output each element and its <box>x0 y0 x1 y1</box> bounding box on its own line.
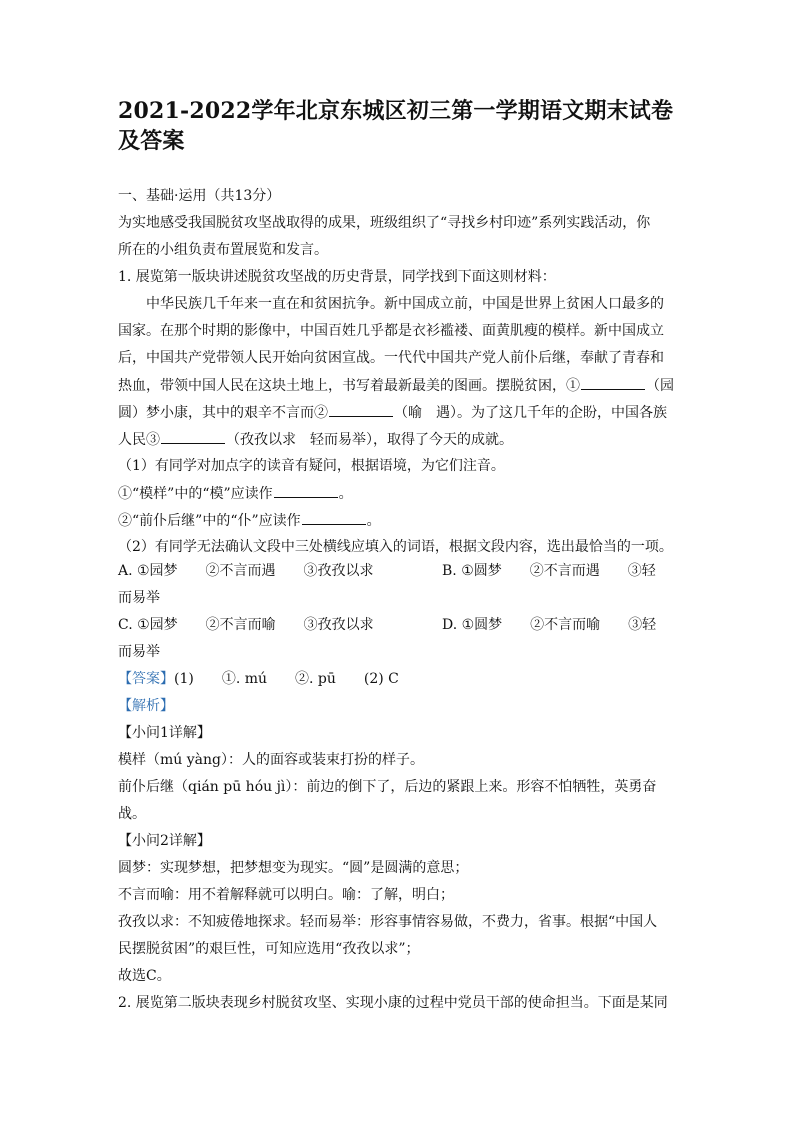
explanation-1: 圆梦：实现梦想，把梦想变为现实。“圆”是圆满的意思； <box>118 860 469 876</box>
question-2-stem: 2. 展览第二版块表现乡村脱贫攻坚、实现小康的过程中党员干部的使命担当。下面是某同 <box>118 995 668 1011</box>
blank-4 <box>274 483 338 498</box>
blank-2 <box>329 402 393 417</box>
document-title: 2021-2022学年北京东城区初三第一学期语文期末试卷及答案 <box>118 98 674 154</box>
answer-tag: 【答案】 <box>118 671 174 687</box>
answer-line <box>118 669 399 689</box>
explanation-4: 故选C。 <box>118 968 171 984</box>
analysis-tag: 【解析】 <box>118 698 174 714</box>
passage-line-2: 国家。在那个时期的影像中，中国百姓几乎都是衣衫褴褛、面黄肌瘦的模样。新中国成立 <box>118 323 664 339</box>
passage-text: （喻 遇）。为了这几千年的企盼，中国各族 <box>394 405 667 421</box>
passage-text: （孜孜以求 轻而易举），取得了今天的成就。 <box>226 432 513 448</box>
period: 。 <box>366 513 381 529</box>
answer-text: (1) ①. mú ②. pū (2) C <box>174 671 399 687</box>
blank-1 <box>581 375 645 390</box>
sub-question-2: （2）有同学无法确认文段中三处横线应填入的词语，根据文段内容，选出最恰当的一项。 <box>118 539 673 555</box>
definition-1: 模样（mú yàng）：人的面容或装束打扮的样子。 <box>118 752 424 768</box>
explanation-3-cont: 民摆脱贫困”的艰巨性，可知应选用“孜孜以求”； <box>118 941 420 957</box>
passage-line-3: 后，中国共产党带领人民开始向贫困宣战。一代代中国共产党人前仆后继，奉献了青春和 <box>118 350 664 366</box>
explanation-2: 不言而喻：用不着解释就可以明白。喻：了解，明白； <box>118 887 454 903</box>
passage-line-5 <box>118 402 667 423</box>
passage-line-4 <box>118 375 674 396</box>
sub-question-1-heading: 【小问1详解】 <box>118 725 211 741</box>
intro-line-2: 所在的小组负责布置展览和发言。 <box>118 242 328 258</box>
blank-5 <box>302 510 366 525</box>
sub-question-text: ①“模样”中的“模”应读作 <box>118 486 273 502</box>
passage-text: 圆）梦小康，其中的艰辛不言而② <box>118 405 328 421</box>
passage-text: 热血，带领中国人民在这块土地上，书写着最新最美的图画。摆脱贫困，① <box>118 378 580 394</box>
passage-text: （园 <box>646 378 674 394</box>
period: 。 <box>338 486 353 502</box>
option-b: B. ①圆梦 ②不言而遇 ③轻 <box>442 563 656 579</box>
passage-line-1: 中华民族几千年来一直在和贫困抗争。新中国成立前，中国是世界上贫困人口最多的 <box>146 296 664 312</box>
blank-3 <box>161 429 225 444</box>
definition-2-cont: 战。 <box>118 806 146 822</box>
option-b-cont: 而易举 <box>118 590 160 606</box>
sub-question-text: ②“前仆后继”中的“仆”应读作 <box>118 513 301 529</box>
option-c: C. ①园梦 ②不言而喻 ③孜孜以求 <box>118 617 374 633</box>
sub-question-1b <box>118 510 381 531</box>
intro-line-1: 为实地感受我国脱贫攻坚战取得的成果，班级组织了“寻找乡村印迹”系列实践活动，你 <box>118 215 651 231</box>
sub-question-1: （1）有同学对加点字的读音有疑问，根据语境，为它们注音。 <box>118 458 505 474</box>
sub-question-1a <box>118 483 353 504</box>
explanation-3: 孜孜以求：不知疲倦地探求。轻而易举：形容事情容易做，不费力，省事。根据“中国人 <box>118 914 658 930</box>
option-d-cont: 而易举 <box>118 644 160 660</box>
option-a: A. ①园梦 ②不言而遇 ③孜孜以求 <box>118 563 374 579</box>
question-1-stem: 1. 展览第一版块讲述脱贫攻坚战的历史背景，同学找到下面这则材料： <box>118 269 556 285</box>
passage-text: 人民③ <box>118 432 160 448</box>
section-heading: 一、基础·运用（共13分） <box>118 188 281 204</box>
passage-line-6 <box>118 429 513 450</box>
option-d: D. ①圆梦 ②不言而喻 ③轻 <box>442 617 657 633</box>
definition-2: 前仆后继（qián pū hóu jì）：前边的倒下了，后边的紧跟上来。形容不怕牺牲，英勇奋 <box>118 779 657 795</box>
sub-question-2-heading: 【小问2详解】 <box>118 833 211 849</box>
